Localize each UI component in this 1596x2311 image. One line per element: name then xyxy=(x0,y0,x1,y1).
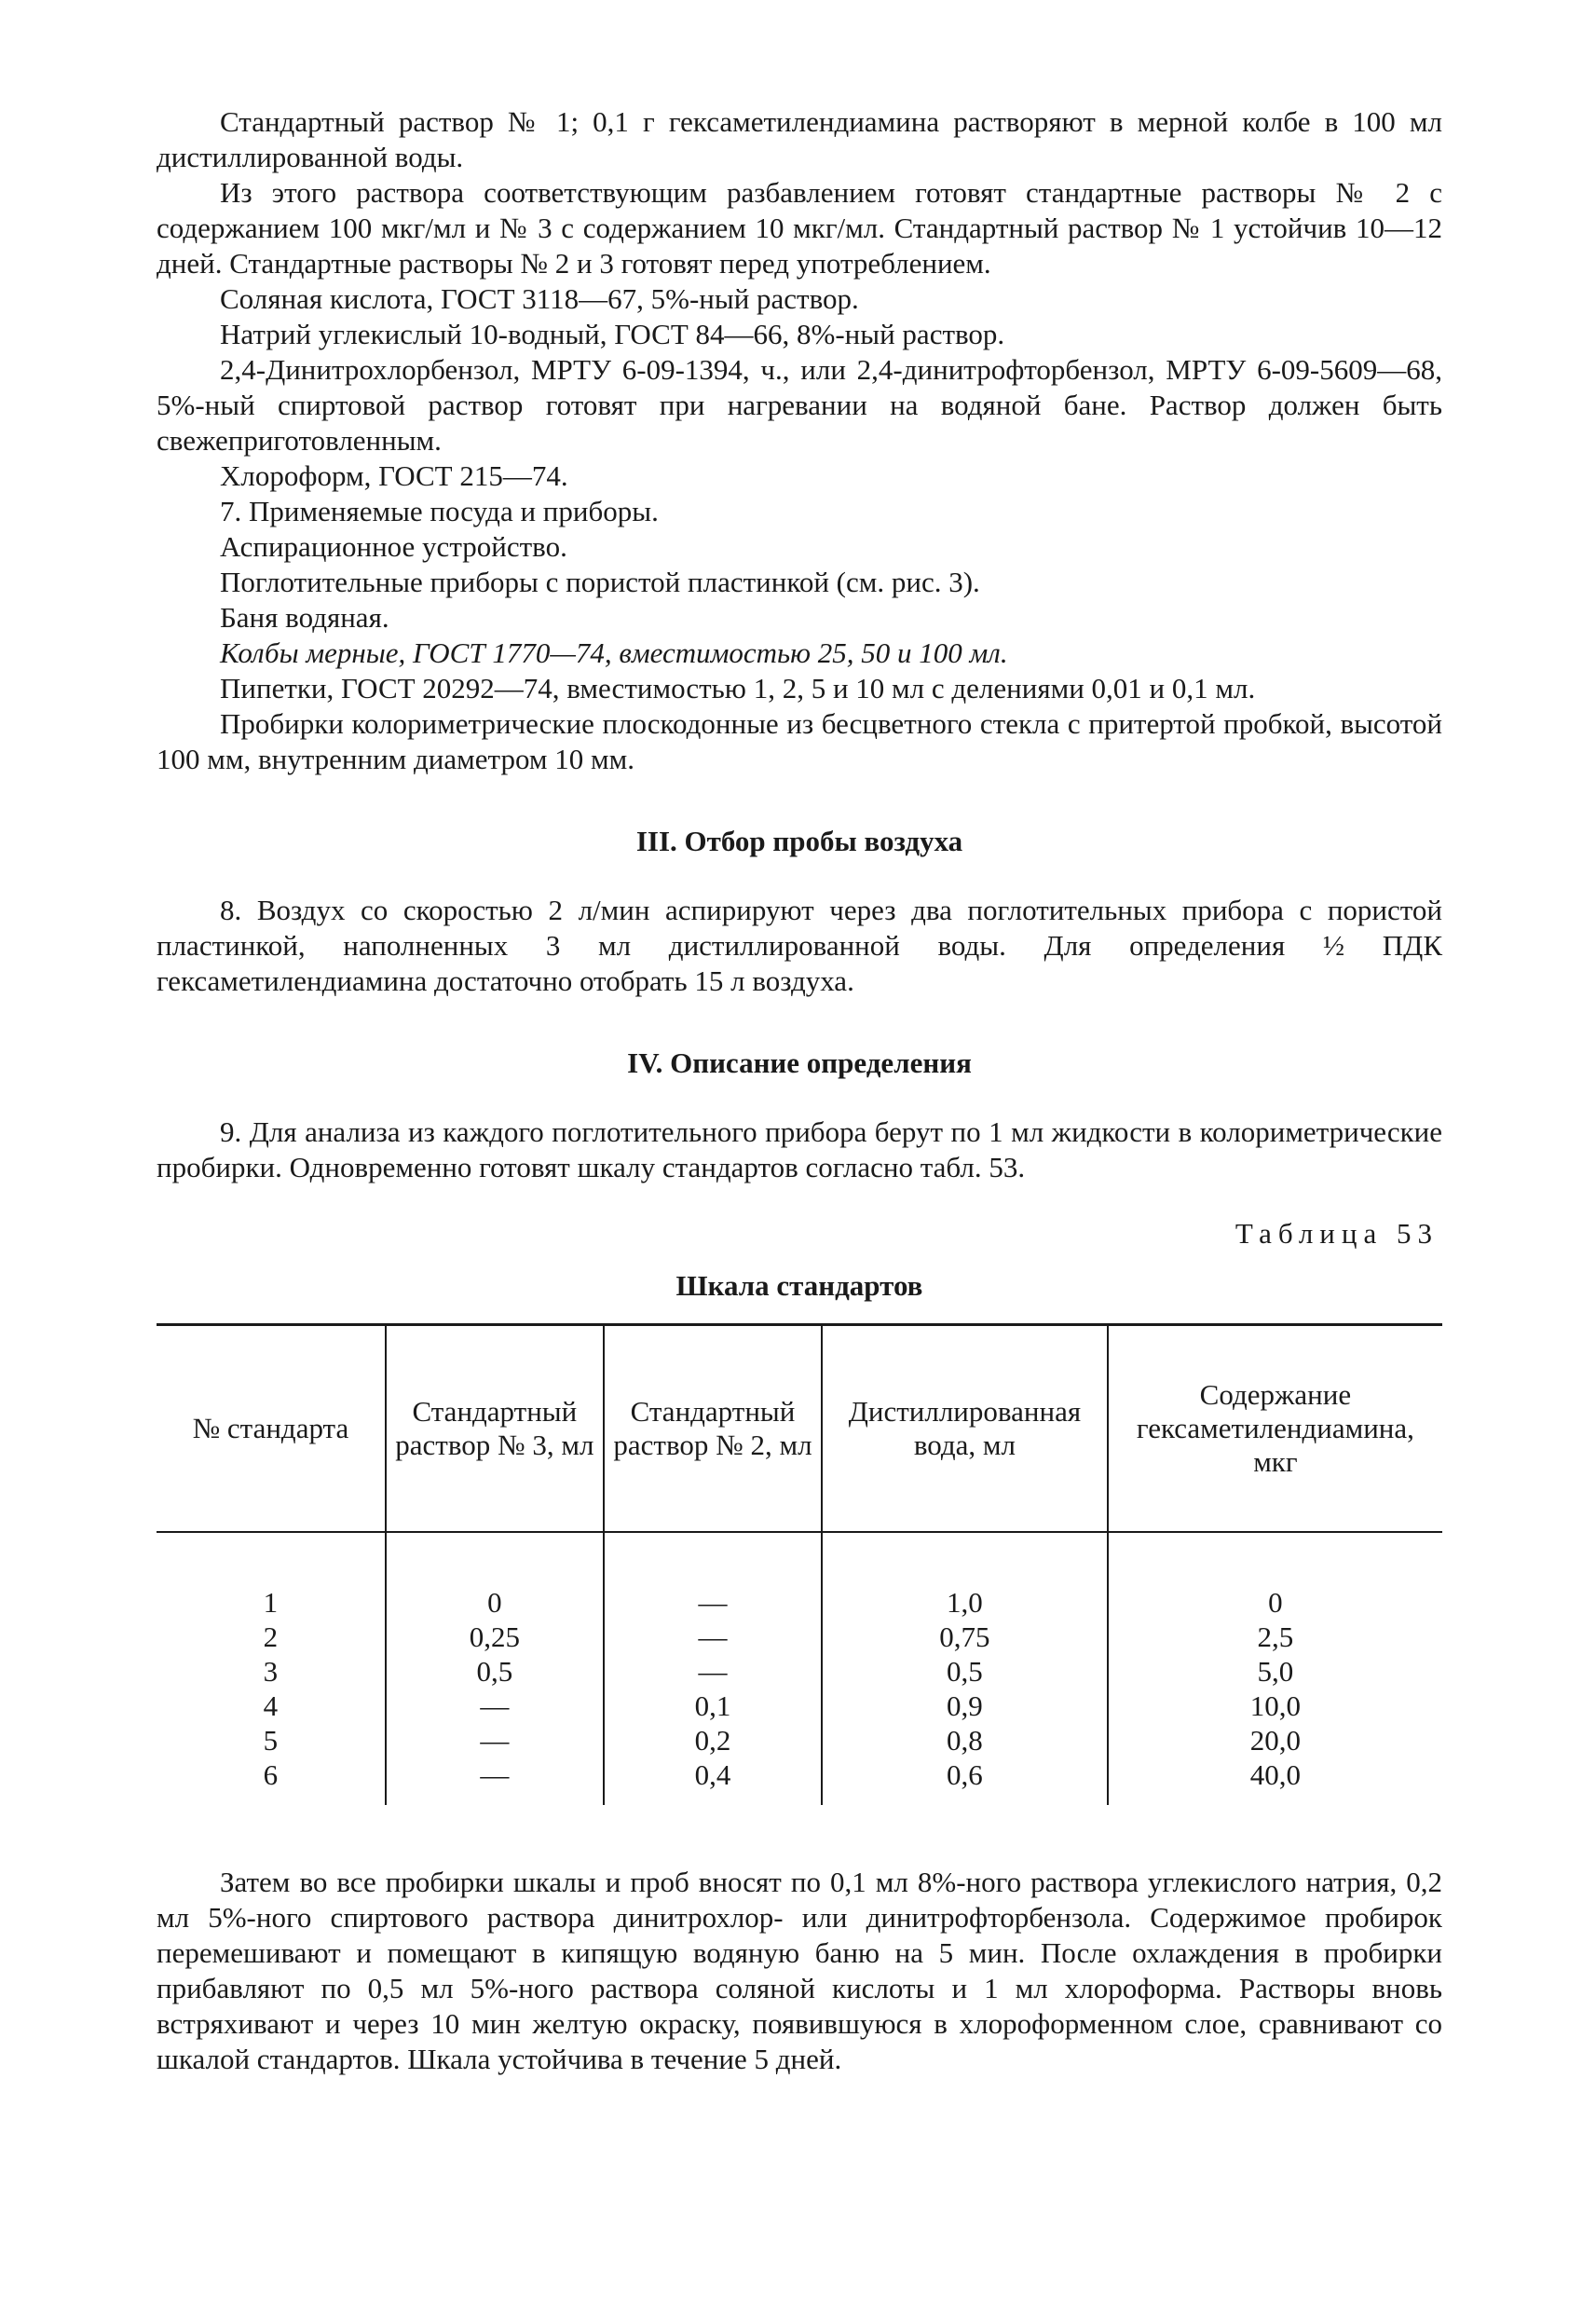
equipment-aspiration-device: Аспирационное устройство. xyxy=(220,530,567,563)
paragraph-standard-solutions-2-3: Из этого раствора соответствующим разбавлением готовят стандартные растворы № 2 с содержанием 100 мкг/мл и № 3 с содержанием 10 мкг/мл. Стандартный раствор № 1 устойчив 10—12 дней. Стандартные растворы № 2 и 3 готовят перед употреблением. xyxy=(157,176,1442,280)
paragraph-standard-solution-1: Стандартный раствор № 1; 0,1 г гексаметилендиамина растворяют в мерной колбе в 100 мл дистиллированной воды. xyxy=(157,105,1442,173)
section-4-heading: IV. Описание определения xyxy=(627,1046,972,1079)
table-row xyxy=(157,1532,1442,1620)
table-cell: 1,0 xyxy=(822,1532,1108,1620)
table-cell: — xyxy=(386,1757,604,1805)
table-header-row xyxy=(157,1325,1442,1533)
paragraph-procedure: Затем во все пробирки шкалы и проб вносят по 0,1 мл 8%-ного раствора углекислого натрия, 0,2 мл 5%-ного спиртового раствора динитрохлор- или динитрофторбензола. Содержимое пробирок перемешивают и помещают в кипящую водяную баню на 5 мин. После охлаждения в пробирки прибавляют по 0,5 мл 5%-ного раствора соляной кислоты и 1 мл хлороформа. Растворы вновь встряхивают и через 10 мин желтую окраску, появившуюся в хлороформенном слое, сравнивают со шкалой стандартов. Шкала устойчива в течение 5 дней. xyxy=(157,1866,1442,2075)
equipment-test-tubes: Пробирки колориметрические плоскодонные из бесцветного стекла с притертой пробкой, высотой 100 мм, внутренним диаметром 10 мм. xyxy=(157,707,1442,775)
equipment-volumetric-flasks: Колбы мерные, ГОСТ 1770—74, вместимостью 25, 50 и 100 мл. xyxy=(220,636,1008,669)
header-standard-solution-3: Стандартный раствор № 3, мл xyxy=(386,1325,604,1533)
section-3-heading: III. Отбор пробы воздуха xyxy=(635,825,963,857)
table-cell: 5,0 xyxy=(1108,1654,1442,1689)
table-cell: — xyxy=(386,1689,604,1723)
table-cell: 0,25 xyxy=(386,1620,604,1654)
table-cell: 0,1 xyxy=(604,1689,822,1723)
table-cell: — xyxy=(604,1620,822,1654)
table-row xyxy=(157,1689,1442,1723)
standards-scale-table xyxy=(157,1323,1442,1805)
table-cell: — xyxy=(386,1723,604,1757)
table-row xyxy=(157,1723,1442,1757)
table-cell: 0,8 xyxy=(822,1723,1108,1757)
table-cell: 0 xyxy=(1108,1532,1442,1620)
table-number-label: Таблица 53 xyxy=(1235,1217,1439,1250)
header-hexamethylenediamine-content: Содержание гексаметилендиамина, мкг xyxy=(1108,1325,1442,1533)
table-cell: 0 xyxy=(386,1532,604,1620)
table-cell: — xyxy=(604,1532,822,1620)
item-7-heading: 7. Применяемые посуда и приборы. xyxy=(220,495,659,527)
table-cell: 6 xyxy=(263,1758,279,1791)
table-cell: 10,0 xyxy=(1108,1689,1442,1723)
table-cell: 4 xyxy=(263,1689,279,1722)
table-cell: 0,2 xyxy=(604,1723,822,1757)
table-cell: 2,5 xyxy=(1108,1620,1442,1654)
table-cell: 0,6 xyxy=(822,1757,1108,1805)
table-row xyxy=(157,1757,1442,1805)
table-cell: 2 xyxy=(263,1620,279,1653)
table-cell: 0,75 xyxy=(822,1620,1108,1654)
header-standard-number: № стандарта xyxy=(157,1325,386,1533)
reagent-dinitrochlorobenzene: 2,4-Динитрохлорбензол, МРТУ 6-09-1394, ч., или 2,4-динитрофторбензол, МРТУ 6-09-5609—68, 5%-ный спиртовой раствор готовят при нагревании на водяной бане. Раствор должен быть свежеприготовленным. xyxy=(157,353,1442,457)
table-row xyxy=(157,1654,1442,1689)
table-title: Шкала стандартов xyxy=(675,1269,923,1302)
reagent-hydrochloric-acid: Соляная кислота, ГОСТ 3118—67, 5%-ный раствор. xyxy=(220,282,859,315)
table-cell: — xyxy=(604,1654,822,1689)
table-cell: 0,9 xyxy=(822,1689,1108,1723)
header-distilled-water: Дистиллированная вода, мл xyxy=(822,1325,1108,1533)
equipment-absorbers: Поглотительные приборы с пористой пластинкой (см. рис. 3). xyxy=(220,566,980,598)
page-content xyxy=(157,104,1442,2077)
table-cell: 1 xyxy=(263,1586,279,1619)
table-cell: 20,0 xyxy=(1108,1723,1442,1757)
reagent-chloroform: Хлороформ, ГОСТ 215—74. xyxy=(220,459,568,492)
table-cell: 5 xyxy=(263,1724,279,1757)
table-cell: 0,5 xyxy=(822,1654,1108,1689)
reagent-sodium-carbonate: Натрий углекислый 10-водный, ГОСТ 84—66, 8%-ный раствор. xyxy=(220,318,1005,350)
header-standard-solution-2: Стандартный раствор № 2, мл xyxy=(604,1325,822,1533)
table-cell: 0,5 xyxy=(386,1654,604,1689)
section-4-text: 9. Для анализа из каждого поглотительного прибора берут по 1 мл жидкости в колориметрические пробирки. Одновременно готовят шкалу стандартов согласно табл. 53. xyxy=(157,1115,1442,1183)
equipment-water-bath: Баня водяная. xyxy=(220,601,389,634)
table-cell: 40,0 xyxy=(1108,1757,1442,1805)
section-3-text: 8. Воздух со скоростью 2 л/мин аспирируют через два поглотительных прибора с пористой пластинкой, наполненных 3 мл дистиллированной воды. Для определения ½ ПДК гексаметилендиамина достаточно отобрать 15 л воздуха. xyxy=(157,894,1442,997)
equipment-pipettes: Пипетки, ГОСТ 20292—74, вместимостью 1, 2, 5 и 10 мл с делениями 0,01 и 0,1 мл. xyxy=(220,672,1256,704)
table-cell: 0,4 xyxy=(604,1757,822,1805)
table-row xyxy=(157,1620,1442,1654)
table-cell: 3 xyxy=(263,1655,279,1688)
